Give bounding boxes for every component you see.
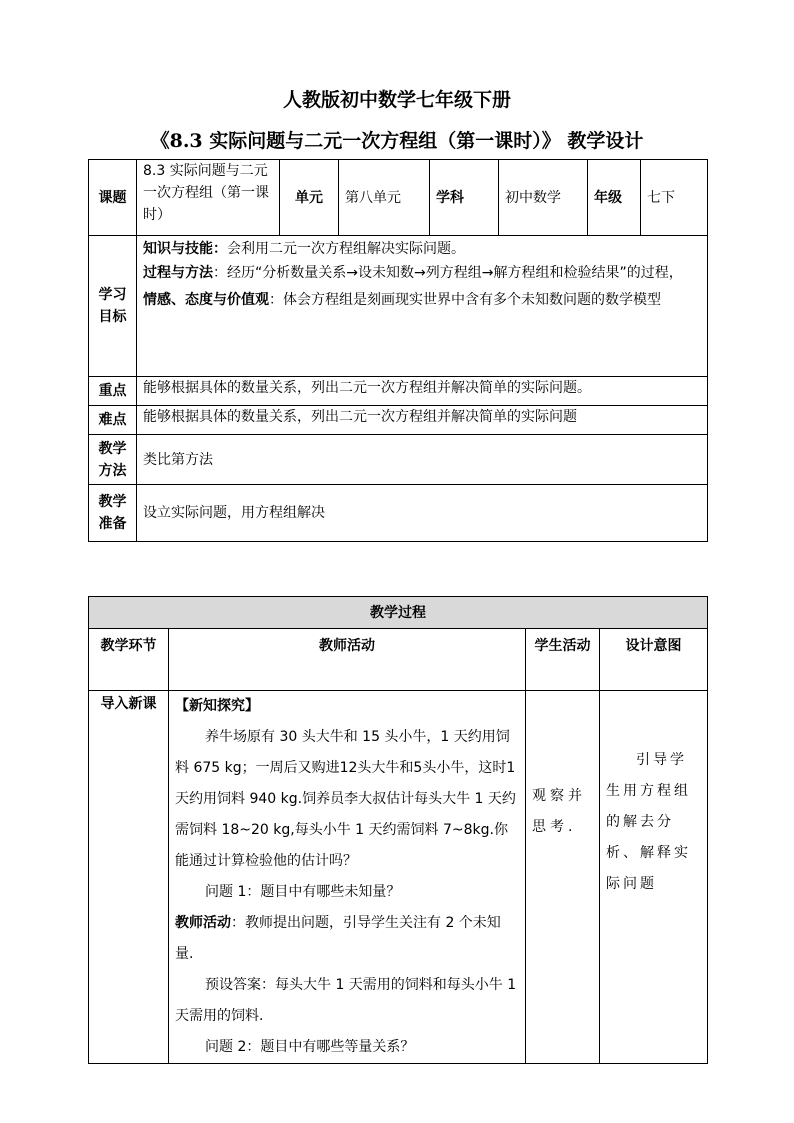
topic-label: 课题 xyxy=(89,160,137,236)
goals-content xyxy=(137,236,708,377)
document-subtitle: 《8.3 实际问题与二元一次方程组（第一课时）》 教学设计 xyxy=(150,130,644,152)
difficulty-label: 难点 xyxy=(89,406,137,435)
teacher-activity-label: 教师活动 xyxy=(175,915,231,931)
lesson-info-table xyxy=(88,159,708,542)
teacher-activity xyxy=(175,908,519,970)
stage-name: 导入新课 xyxy=(89,691,169,1064)
goal-knowledge-text: 会利用二元一次方程组解决实际问题。 xyxy=(227,241,465,257)
goals-label xyxy=(89,236,137,377)
col-design-header: 设计意图 xyxy=(600,629,708,691)
goal-process xyxy=(143,262,701,286)
preset-answer: 预设答案：每头大牛 1 天需用的饲料和每头小牛 1 天需用的饲料. xyxy=(175,977,517,1024)
col-student-header: 学生活动 xyxy=(526,629,600,691)
goal-values-label: 情感、态度与价值观 xyxy=(143,292,269,308)
problem-text: 养牛场原有 30 头大牛和 15 头小牛，1 天约用饲料 675 kg；一周后又购进12头大牛和5头小牛，这时1天约用饲料 940 kg.饲养员李大叔估计每头大牛 1 天约需饲料 18~20 kg,每头小牛 1 天约需饲料 7~8kg.你能通过计算检验他的估计吗？ xyxy=(175,729,516,869)
student-activity: 观察并思考. xyxy=(526,691,600,1064)
goal-process-label: 过程与方法 xyxy=(143,264,213,281)
key-point-label: 重点 xyxy=(89,377,137,406)
goal-process-text: ：经历“分析数量关系→设未知数→列方程组→解方程组和检验结果”的过程， xyxy=(213,264,683,281)
goal-values xyxy=(143,289,701,313)
goals-label-text: 学习目标 xyxy=(98,287,127,325)
topic-value: 8.3 实际问题与二元一次方程组（第一课时） xyxy=(137,160,280,236)
key-point-text: 能够根据具体的数量关系，列出二元一次方程组并解决简单的实际问题。 xyxy=(137,377,708,406)
subject-value: 初中数学 xyxy=(499,160,588,236)
difficulty-text: 能够根据具体的数量关系，列出二元一次方程组并解决简单的实际问题 xyxy=(137,406,708,435)
grade-label: 年级 xyxy=(588,160,641,236)
col-teacher-header: 教师活动 xyxy=(169,629,526,691)
question-1: 问题 1：题目中有哪些未知量？ xyxy=(205,884,401,900)
design-intent: 引导学生用方程组的解去分析、解释实际问题 xyxy=(600,691,708,1064)
goal-knowledge xyxy=(143,238,701,262)
subject-label: 学科 xyxy=(430,160,499,236)
section-title: 【新知探究】 xyxy=(175,698,259,714)
teacher-activity-text: ：教师提出问题，引导学生关注有 2 个未知量. xyxy=(175,915,501,962)
unit-value: 第八单元 xyxy=(339,160,430,236)
unit-label: 单元 xyxy=(280,160,339,236)
document-title: 人教版初中数学七年级下册 xyxy=(282,89,511,111)
method-text: 类比第方法 xyxy=(137,435,708,485)
teacher-activity-cell xyxy=(169,691,526,1064)
preparation-text: 设立实际问题，用方程组解决 xyxy=(137,485,708,542)
preparation-label: 教学准备 xyxy=(89,485,137,542)
question-2: 问题 2：题目中有哪些等量关系？ xyxy=(205,1039,415,1055)
grade-value: 七下 xyxy=(641,160,708,236)
method-label: 教学方法 xyxy=(89,435,137,485)
goal-knowledge-label: 知识与技能： xyxy=(143,241,227,257)
goal-values-text: ：体会方程组是刻画现实世界中含有多个未知数问题的数学模型 xyxy=(269,292,661,308)
teaching-process-table xyxy=(88,596,708,1064)
col-stage-header: 教学环节 xyxy=(89,629,169,691)
process-heading: 教学过程 xyxy=(89,597,708,629)
